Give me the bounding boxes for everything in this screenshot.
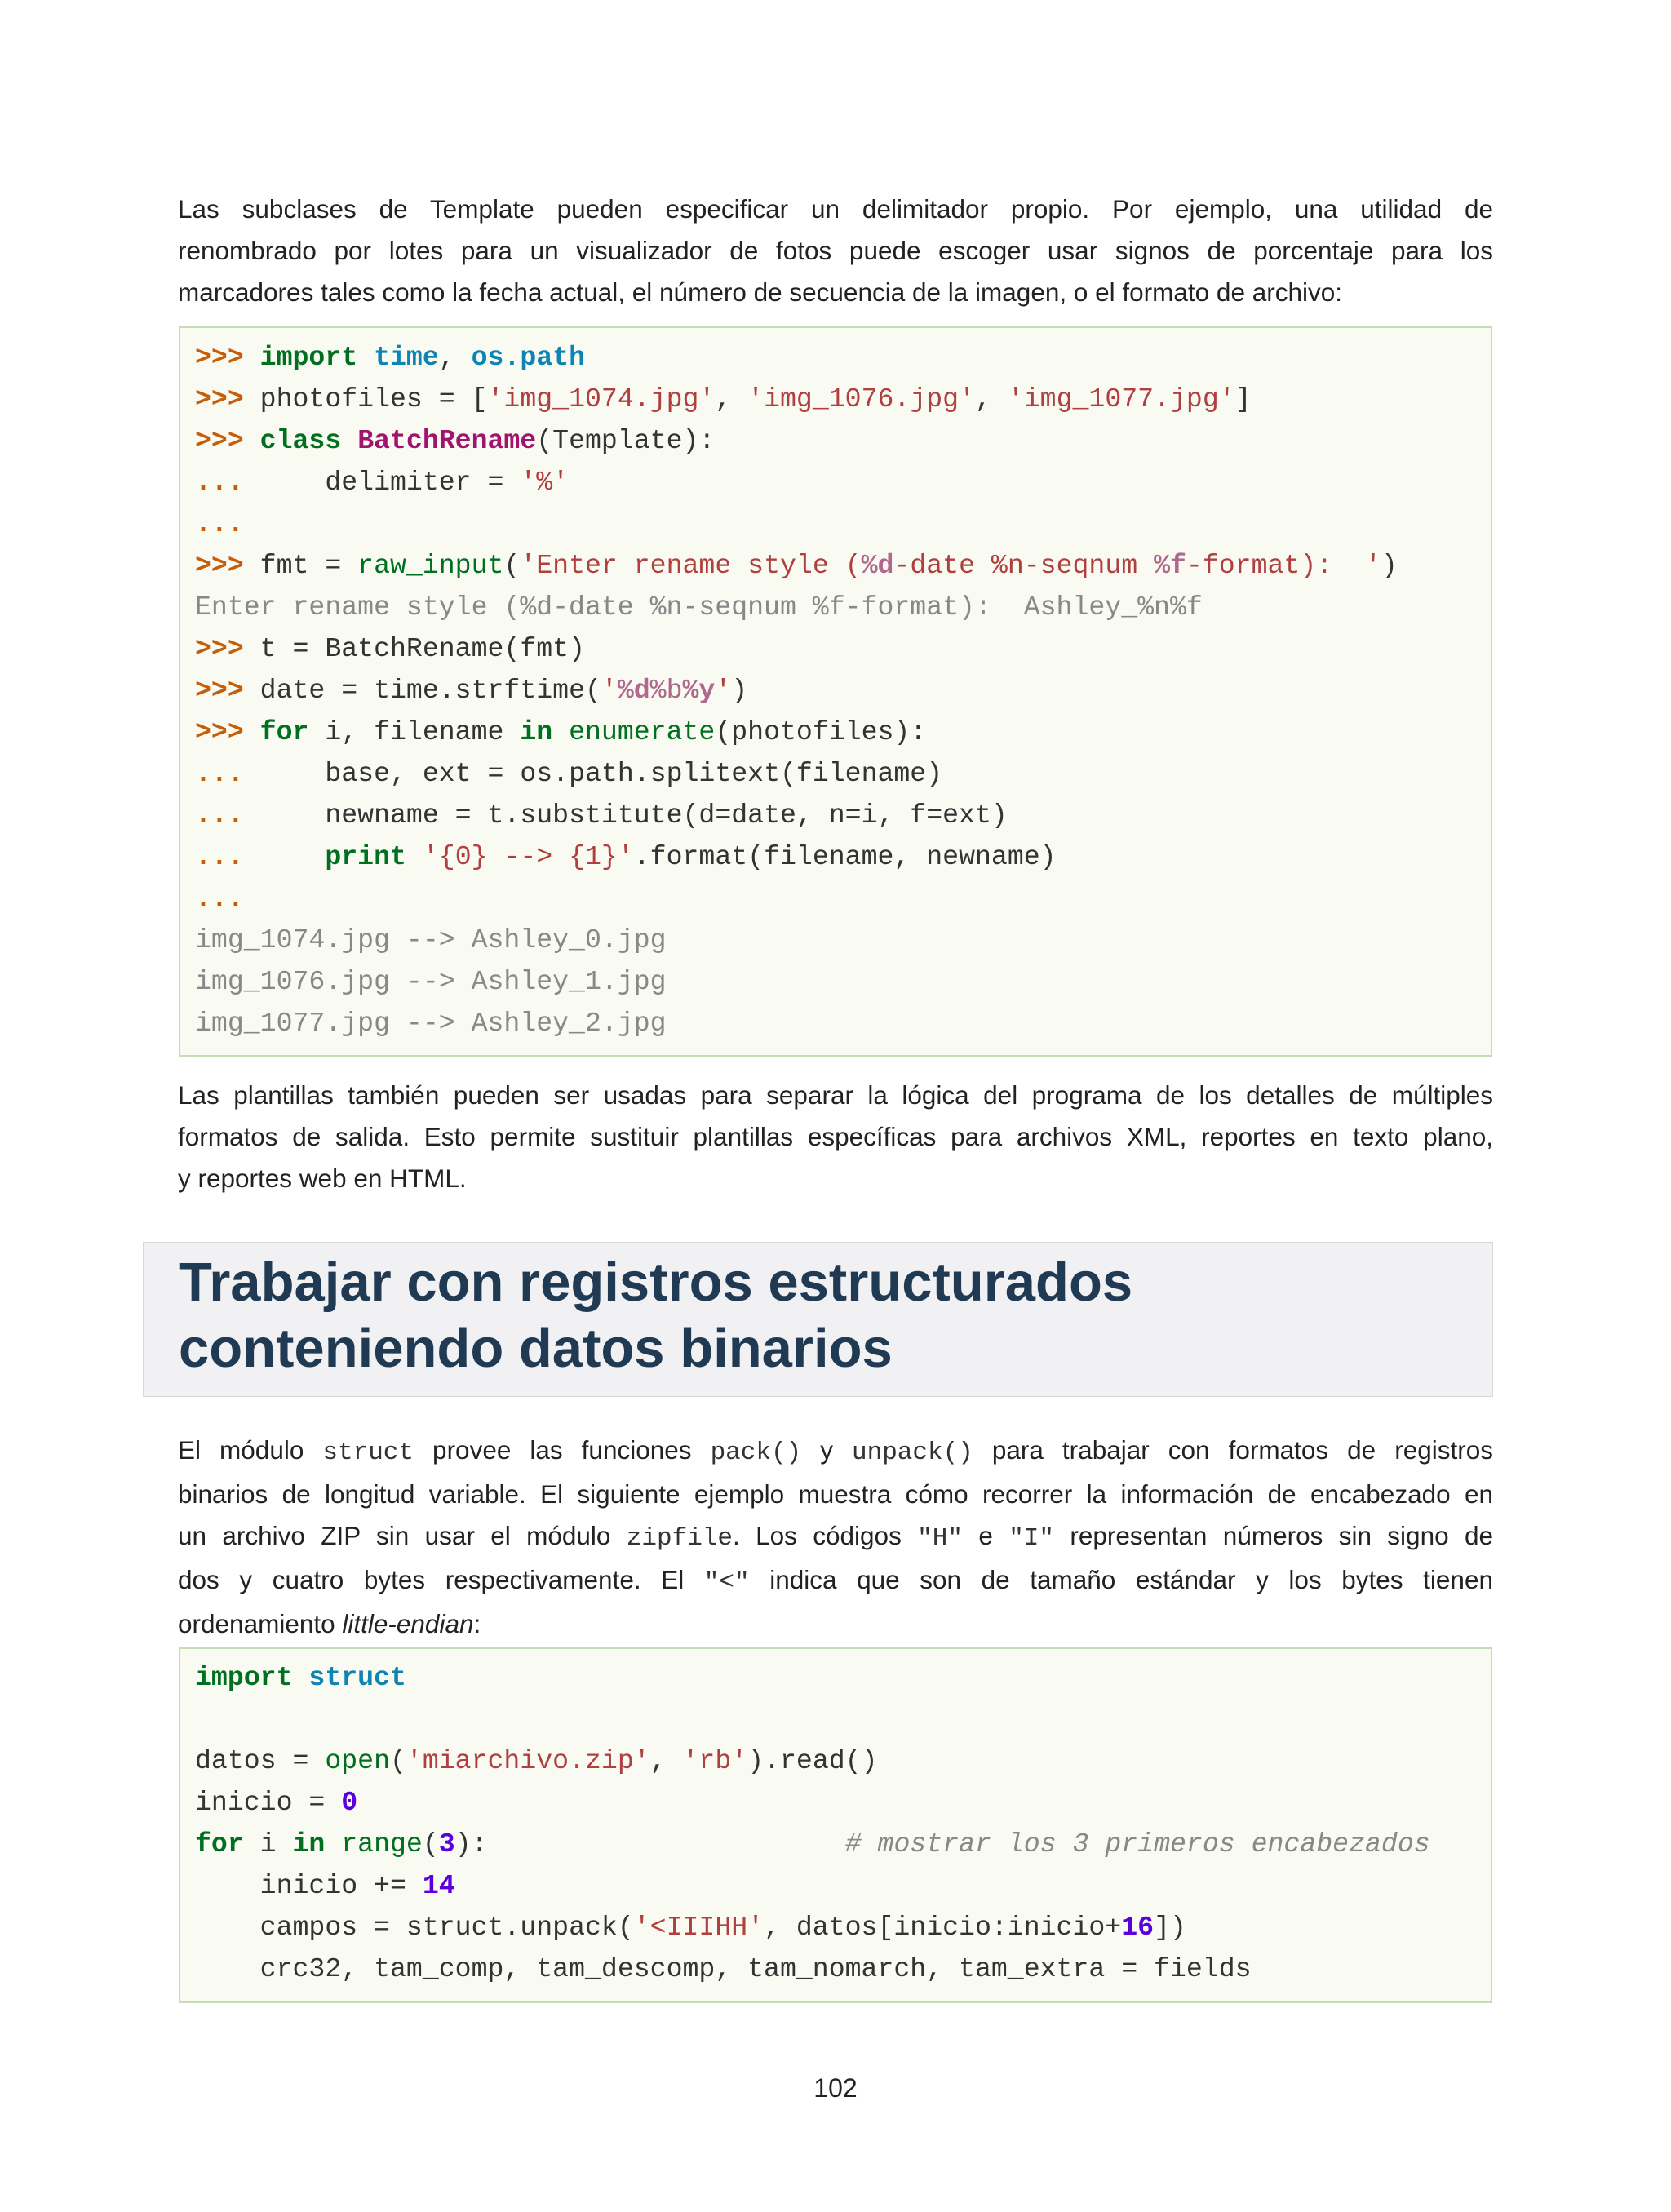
paragraph-line: binarios de longitud variable. El siguiente ejemplo muestra cómo recorrer la información de encabezado en [178,1479,1493,1509]
section-title-line: Trabajar con registros estructurados [179,1252,1133,1313]
code-output-line: img_1077.jpg --> Ashley_2.jpg [195,1008,667,1039]
page-number: 102 [813,2073,858,2103]
inline-code: "I" [1008,1524,1054,1553]
intro-paragraph [178,188,1493,313]
paragraph-line: Las plantillas también pueden ser usadas para separar la lógica del programa de los detalles de múltiples [178,1080,1493,1110]
paragraph-line: un archivo ZIP sin usar el módulo zipfile. Los códigos "H" e "I" representan números sin signo de [178,1521,1493,1553]
inline-code: "<" [703,1568,750,1597]
intro-line: marcadores tales como la fecha actual, el número de secuencia de la imagen, o el formato de archivo: [178,277,1343,307]
inline-code: zipfile [626,1524,734,1553]
code-line: >>> t = BatchRename(fmt) [195,633,585,664]
paragraph-line: y reportes web en HTML. [178,1164,467,1193]
code-line: datos = open('miarchivo.zip', 'rb').read() [195,1745,878,1776]
code-line: ... base, ext = os.path.splitext(filename) [195,758,943,789]
code-line: campos = struct.unpack('<IIIHH', datos[inicio:inicio+16]) [259,1912,1186,1943]
code-line: >>> for i, filename in enumerate(photofiles): [195,716,927,747]
code-line: >>> import time, os.path [195,342,586,373]
code-block-struct-example [179,1647,1492,2003]
struct-paragraph [178,1430,1493,1645]
code-output-line: img_1074.jpg --> Ashley_0.jpg [195,924,667,955]
templates-paragraph [178,1075,1493,1199]
paragraph-line: ordenamiento little-endian: [178,1609,481,1638]
inline-code: pack() [710,1438,802,1467]
code-line: ... [195,883,244,914]
paragraph-line: formatos de salida. Esto permite sustituir plantillas específicas para archivos XML, reportes en texto plano, [178,1122,1493,1151]
code-output-line: Enter rename style (%d-date %n-seqnum %f-format): Ashley_%n%f [195,592,1203,623]
inline-code: struct [322,1438,414,1467]
code-line: inicio += 14 [259,1870,455,1901]
code-line: for i in range(3): # mostrar los 3 primeros encabezados [195,1829,1430,1860]
code-line: ... newname = t.substitute(d=date, n=i, f=ext) [195,800,1008,831]
section-heading-box [143,1242,1493,1397]
inline-code: "H" [917,1524,963,1553]
code-comment: # mostrar los 3 primeros encabezados [844,1829,1430,1860]
intro-line: Las subclases de Template pueden especificar un delimitador propio. Por ejemplo, una utilidad de [178,194,1493,224]
code-line: >>> date = time.strftime('%d%b%y') [195,675,748,706]
section-title [179,1249,1452,1381]
paragraph-line: dos y cuatro bytes respectivamente. El "<" indica que son de tamaño estándar y los bytes tienen [178,1565,1493,1597]
code-line: import struct [195,1662,406,1693]
code-line [195,1699,1491,1740]
code-block-template-example [179,326,1492,1057]
code-line: >>> class BatchRename(Template): [195,425,716,456]
code-line: >>> fmt = raw_input('Enter rename style (%d-date %n-seqnum %f-format): ') [195,550,1398,581]
intro-line: renombrado por lotes para un visualizador de fotos puede escoger usar signos de porcentaje para los [178,236,1493,265]
emphasis: little-endian [342,1609,474,1638]
code-line: inicio = 0 [195,1787,358,1818]
code-line: ... delimiter = '%' [195,467,570,498]
code-line: ... print '{0} --> {1}'.format(filename, newname) [195,841,1057,872]
code-line: ... [195,508,244,539]
code-line: >>> photofiles = ['img_1074.jpg', 'img_1076.jpg', 'img_1077.jpg'] [195,383,1252,414]
section-title-line: conteniendo datos binarios [179,1318,893,1379]
inline-code: unpack() [852,1438,973,1467]
code-line: crc32, tam_comp, tam_descomp, tam_nomarch, tam_extra = fields [259,1953,1252,1984]
paragraph-line: El módulo struct provee las funciones pack() y unpack() para trabajar con formatos de registros [178,1435,1494,1467]
code-output-line: img_1076.jpg --> Ashley_1.jpg [195,966,667,997]
